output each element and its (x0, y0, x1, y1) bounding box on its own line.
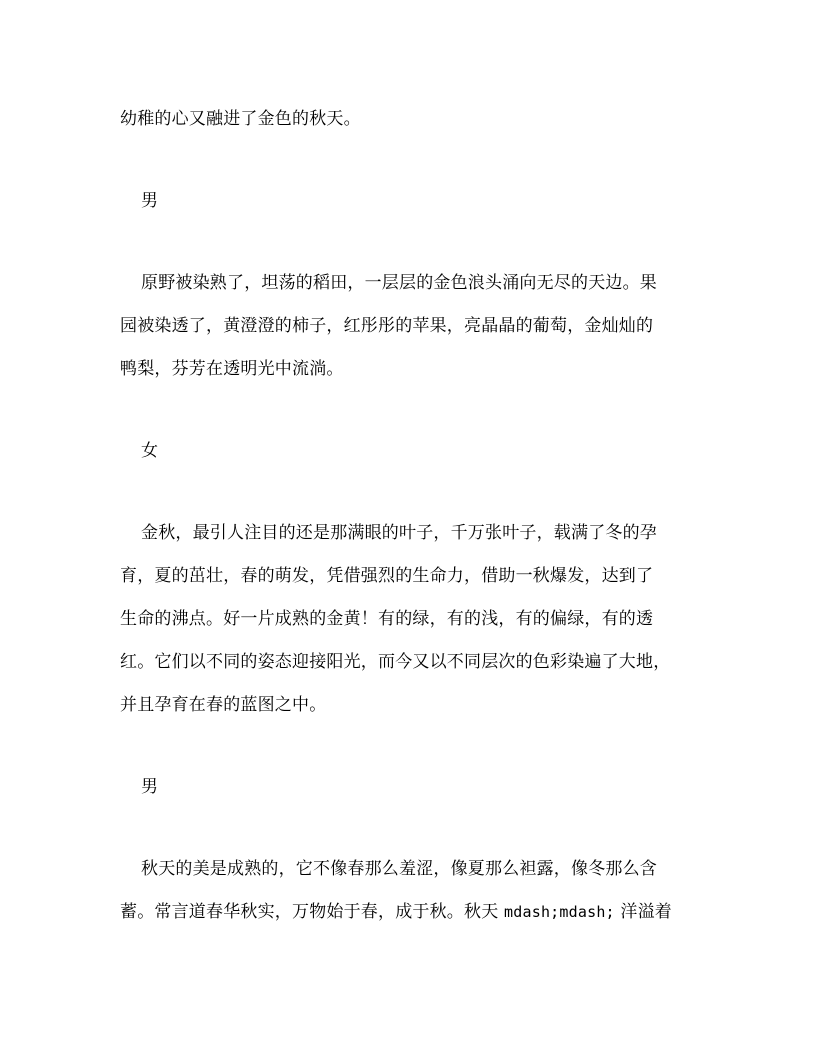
speaker-label: 男 (141, 777, 159, 797)
text-line: 生命的沸点。好一片成熟的金黄！有的绿，有的浅，有的偏绿，有的透 (120, 609, 654, 629)
text-line: 育，夏的茁壮，春的萌发，凭借强烈的生命力，借助一秋爆发，达到了 (120, 566, 654, 586)
entity-text: mdash;mdash; (504, 903, 615, 921)
text-line: 金秋，最引人注目的还是那满眼的叶子，千万张叶子，载满了冬的孕 (141, 523, 657, 543)
text-line: 园被染透了，黄澄澄的柿子，红彤彤的苹果，亮晶晶的葡萄，金灿灿的 (120, 316, 654, 336)
text-line: 秋天的美是成熟的，它不像春那么羞涩，像夏那么袒露，像冬那么含 (141, 859, 657, 879)
text-line: 并且孕育在春的蓝图之中。 (120, 695, 327, 715)
text-segment: 洋溢着 (620, 902, 673, 922)
text-line: 红。它们以不同的姿态迎接阳光，而今又以不同层次的色彩染遍了大地， (120, 652, 671, 672)
text-line: 幼稚的心又融进了金色的秋天。 (120, 109, 361, 129)
text-line (120, 902, 672, 922)
text-segment: 蓄。常言道春华秋实，万物始于春，成于秋。秋天 (120, 902, 499, 922)
speaker-label: 男 (141, 191, 159, 211)
text-line: 鸭梨，芬芳在透明光中流淌。 (120, 359, 344, 379)
speaker-label: 女 (141, 441, 159, 461)
text-line: 原野被染熟了，坦荡的稻田，一层层的金色浪头涌向无尽的天边。果 (141, 273, 657, 293)
